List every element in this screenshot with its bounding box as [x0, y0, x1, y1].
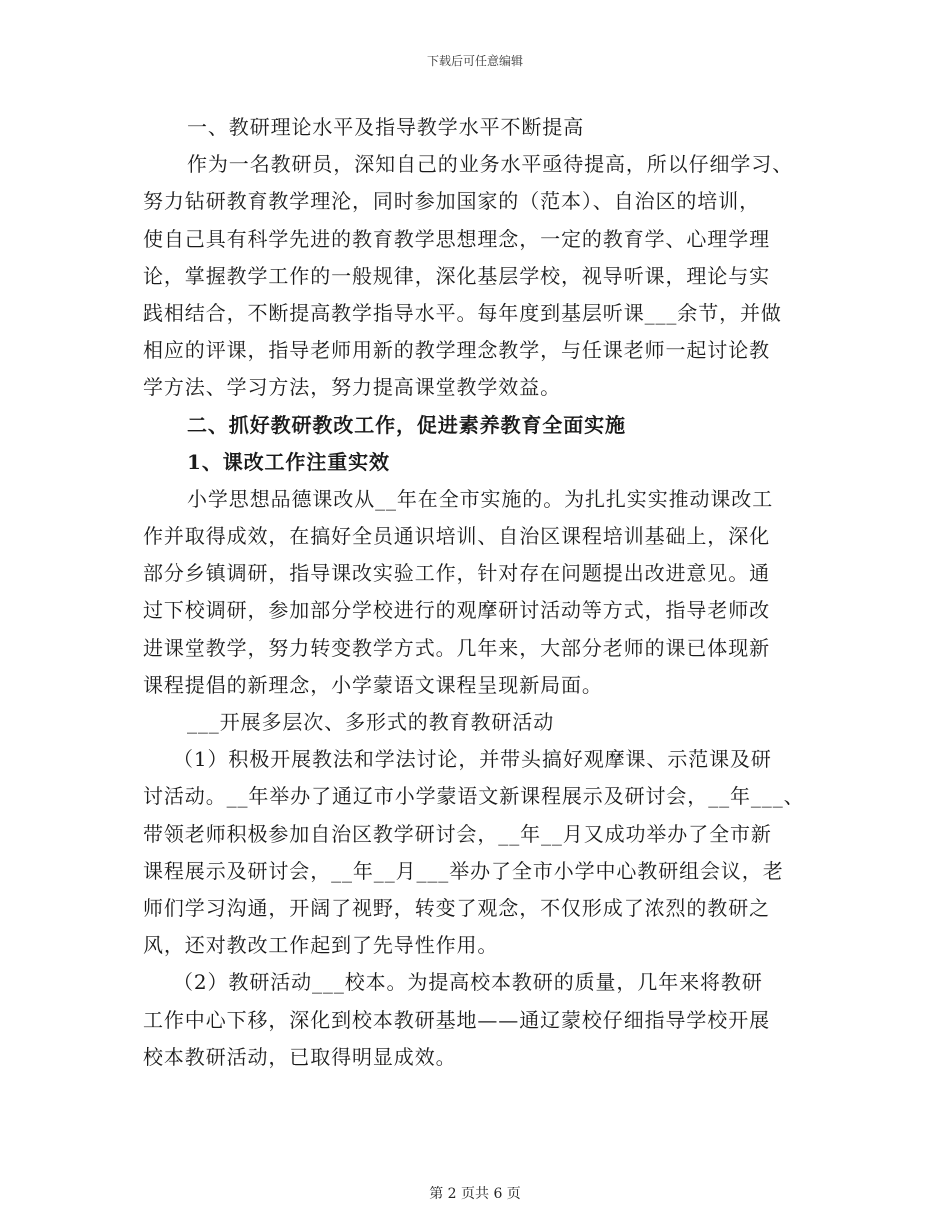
- text-line: 部分乡镇调研，指导课改实验工作，针对存在问题提出改进意见。通: [143, 561, 770, 586]
- text-line: 作并取得成效，在搞好全员通识培训、自治区课程培训基础上，深化: [143, 524, 770, 549]
- text-line: 作为一名教研员，深知自己的业务水平亟待提高，所以仔细学习、: [187, 152, 794, 177]
- text-line: 进课堂教学，努力转变教学方式。几年来，大部分老师的课已体现新: [143, 635, 770, 660]
- text-line: 校本教研活动，已取得明显成效。: [143, 1044, 457, 1069]
- text-line: 相应的评课，指导老师用新的教学理念教学，与任课老师一起讨论教: [143, 338, 770, 363]
- text-line: 论，掌握教学工作的一般规律，深化基层学校，视导听课，理论与实: [143, 263, 770, 288]
- text-line: 践相结合，不断提高教学指导水平。每年度到基层听课___余节，并做: [143, 300, 782, 325]
- text-line: 过下校调研，参加部分学校进行的观摩研讨活动等方式，指导老师改: [143, 598, 770, 623]
- text-line: 工作中心下移，深化到校本教研基地——通辽蒙校仔细指导学校开展: [143, 1007, 770, 1032]
- text-line: 风，还对教改工作起到了先导性作用。: [143, 933, 499, 958]
- text-line: 努力钻研教育教学理沦，同时参加国家的（范本）、自治区的培训，: [143, 189, 760, 214]
- text-line: 课程展示及研讨会，__年__月___举办了全市小学中心教研组会议，老: [143, 858, 784, 883]
- section-heading: 二、抓好教研教改工作，促进素养教育全面实施: [187, 412, 626, 437]
- text-line: ___开展多层次、多形式的教育教研活动: [187, 710, 555, 734]
- text-line: 讨活动。__年举办了通辽市小学蒙语文新课程展示及研讨会，__年___、: [143, 784, 805, 809]
- text-line: 课程提倡的新理念，小学蒙语文课程呈现新局面。: [143, 672, 603, 697]
- text-line: 师们学习沟通，开阔了视野，转变了观念，不仅形成了浓烈的教研之: [143, 895, 770, 920]
- text-line: 使自己具有科学先进的教育教学思想理念，一定的教育学、心理学理: [143, 226, 770, 251]
- text-line: （2）教研活动___校本。为提高校本教研的质量，几年来将教研: [173, 970, 763, 995]
- text-line: 学方法、学习方法，努力提高课堂教学效益。: [143, 375, 561, 400]
- text-line: 带领老师积极参加自治区教学研讨会，__年__月又成功举办了全市新: [143, 821, 772, 846]
- document-body: [143, 109, 811, 1076]
- section-heading: 1、课改工作注重实效: [187, 449, 390, 474]
- text-line: 一、教研理论水平及指导教学水平不断提高: [187, 115, 585, 139]
- page-header: 下载后可任意编辑: [426, 54, 523, 68]
- page-footer: 第 2 页共 6 页: [429, 1186, 521, 1202]
- text-line: （1）积极开展教法和学法讨论，并带头搞好观摩课、示范课及研: [173, 747, 772, 772]
- text-line: 小学思想品德课改从__年在全市实施的。为扎扎实实推动课改工: [187, 486, 774, 511]
